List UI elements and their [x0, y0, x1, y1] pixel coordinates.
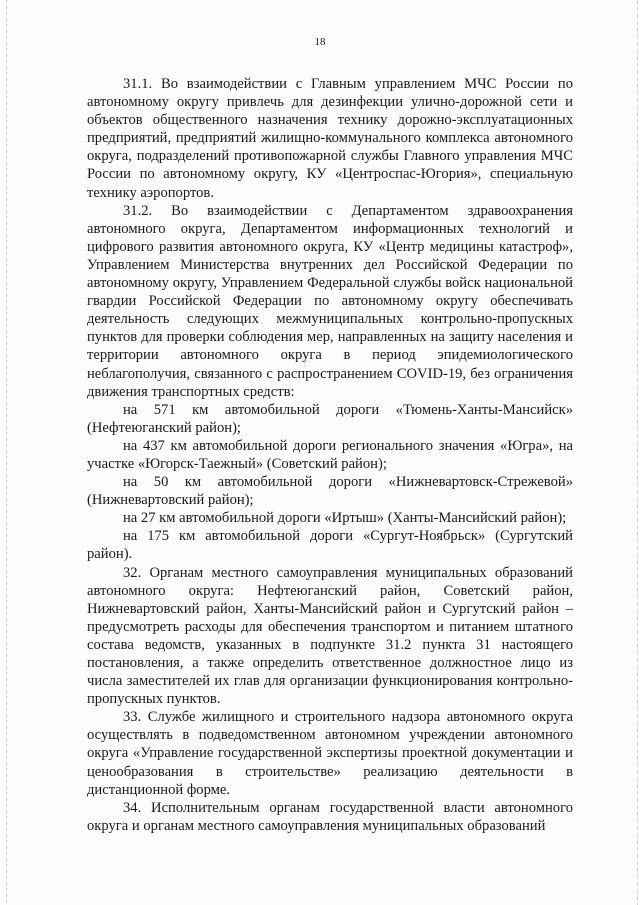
paragraph-32: 32. Органам местного самоуправления муниципальных образований автономного округа: Нефтеюганский район, Советский район, Нижневартовский район, Ханты-Мансийский район и Сургутский район – предусмотреть расходы для обеспечения транспортом и питанием штатного состава ведомств, указанных в подпункте 31.2 пункта 31 настоящего постановления, а также определить ответственное должностное лицо из числа заместителей их глав для организации функционирования контрольно-пропускных пунктов.	[87, 564, 573, 708]
paragraph-33: 33. Службе жилищного и строительного надзора автономного округа осуществлять в подведомственном автономном учреждении автономного округа «Управление государственной экспертизы проектной документации и ценообразования в строительстве» реализацию деятельности в дистанционной форме.	[87, 709, 573, 798]
scan-edge-right	[637, 0, 638, 905]
paragraph-31-1: 31.1. Во взаимодействии с Главным управлением МЧС России по автономному округу привлечь для дезинфекции улично-дорожной сети и объектов общественного назначения технику дорожно-эксплуатационных предприятий, предприятий жилищно-коммунального комплекса автономного округа, подразделений противопожарной службы Главного управления МЧС России по автономному округу, КУ «Центроспас-Югория», специальную технику аэропортов.	[87, 76, 573, 201]
checkpoint-item-571km: на 571 км автомобильной дороги «Тюмень-Ханты-Мансийск» (Нефтеюганский район);	[87, 401, 573, 436]
checkpoint-item-27km: на 27 км автомобильной дороги «Иртыш» (Ханты-Мансийский район);	[123, 510, 567, 527]
scan-edge-left	[6, 0, 7, 905]
page-number: 18	[314, 36, 326, 48]
document-body	[87, 75, 573, 835]
paragraph-34: 34. Исполнительным органам государственной власти автономного округа и органам местного самоуправления муниципальных образований	[87, 799, 573, 834]
checkpoint-item-175km: на 175 км автомобильной дороги «Сургут-Ноябрьск» (Сургутский район).	[87, 528, 573, 563]
paragraph-31-2: 31.2. Во взаимодействии с Департаментом здравоохранения автономного округа, Департаментом информационных технологий и цифрового развития автономного округа, КУ «Центр медицины катастроф», Управлением Министерства внутренних дел Российской Федерации по автономному округу, Управлением Федеральной службы войск национальной гвардии Российской Федерации по автономному округу обеспечивать деятельность следующих межмуниципальных контрольно-пропускных пунктов для проверки соблюдения мер, направленных на защиту населения и территории автономного округа в период эпидемиологического неблагополучия, связанного с распространением COVID-19, без ограничения движения транспортных средств:	[87, 202, 573, 400]
checkpoint-item-437km: на 437 км автомобильной дороги регионального значения «Югра», на участке «Югорск-Таежный» (Советский район);	[87, 437, 573, 472]
checkpoint-item-50km: на 50 км автомобильной дороги «Нижневартовск-Стрежевой» (Нижневартовский район);	[87, 474, 573, 509]
